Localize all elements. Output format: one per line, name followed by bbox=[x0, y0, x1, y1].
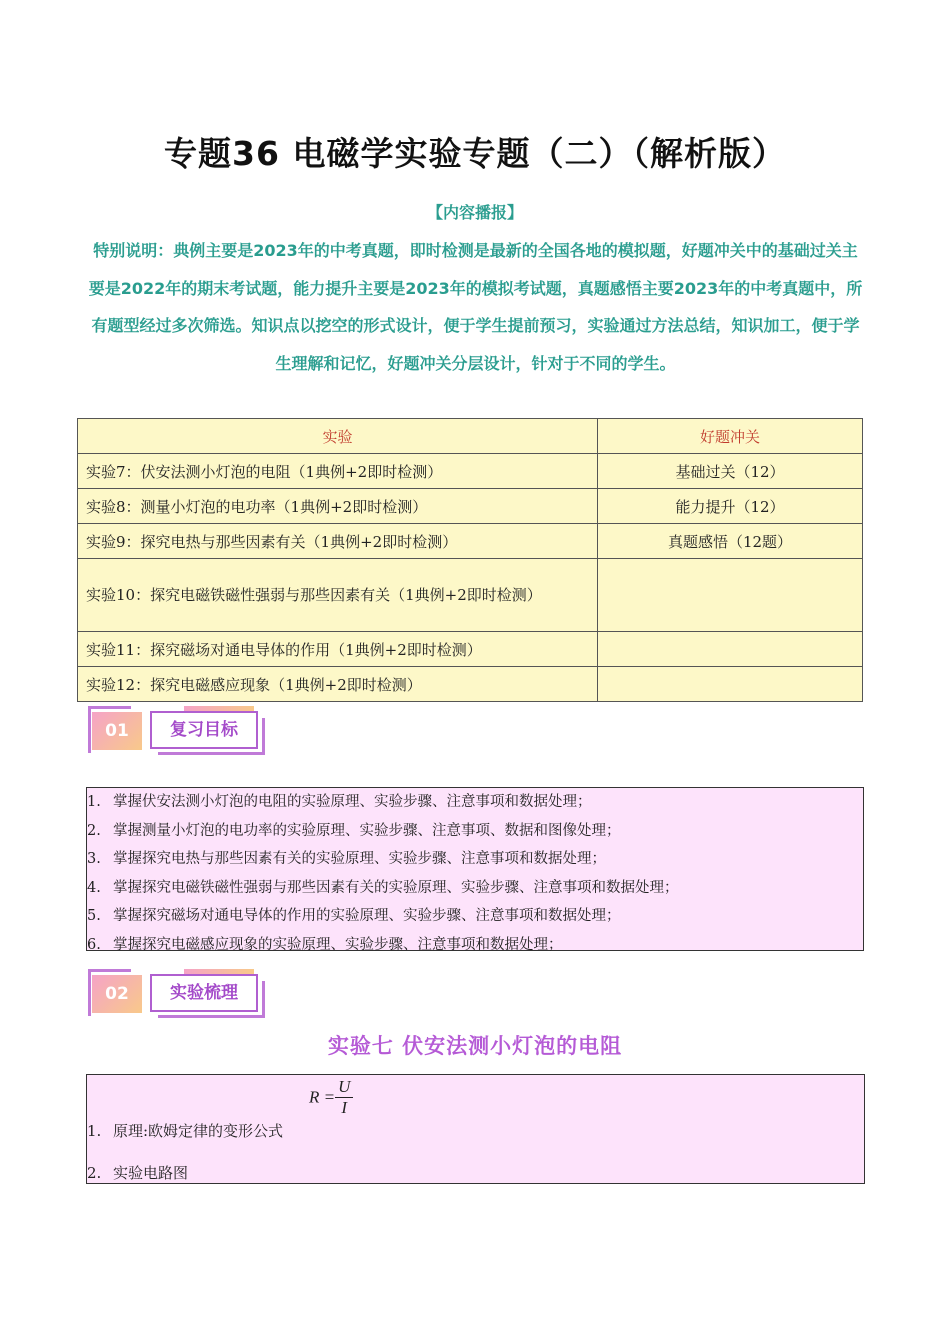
formula-lhs: R = bbox=[309, 1087, 336, 1107]
experiment-cell: 实验11：探究磁场对通电导体的作用（1典例+2即时检测） bbox=[78, 632, 598, 667]
section-badge-review-goals bbox=[88, 706, 266, 754]
list-item: 2. 掌握测量小灯泡的电功率的实验原理、实验步骤、注意事项、数据和图像处理； bbox=[87, 822, 621, 839]
table-row bbox=[78, 454, 863, 489]
table-row bbox=[78, 489, 863, 524]
content-broadcast-heading: 【内容播报】 bbox=[426, 203, 523, 222]
list-item: 4. 掌握探究电磁铁磁性强弱与那些因素有关的实验原理、实验步骤、注意事项和数据处理； bbox=[87, 879, 679, 896]
list-item: 1. 原理:欧姆定律的变形公式 bbox=[87, 1122, 284, 1140]
table-row bbox=[78, 524, 863, 559]
practice-cell: 真题感悟（12题） bbox=[598, 524, 863, 559]
practice-cell bbox=[598, 667, 863, 702]
table-row bbox=[78, 632, 863, 667]
practice-cell bbox=[598, 559, 863, 632]
list-item: 1. 掌握伏安法测小灯泡的电阻的实验原理、实验步骤、注意事项和数据处理； bbox=[87, 794, 592, 810]
experiment-seven-box bbox=[86, 1074, 865, 1184]
list-item: 2. 实验电路图 bbox=[87, 1164, 189, 1182]
practice-cell: 基础过关（12） bbox=[598, 454, 863, 489]
overview-table bbox=[77, 418, 863, 702]
list-item: 3. 掌握探究电热与那些因素有关的实验原理、实验步骤、注意事项和数据处理； bbox=[87, 851, 606, 868]
list-item: 6. 掌握探究电磁感应现象的实验原理、实验步骤、注意事项和数据处理； bbox=[87, 936, 563, 953]
badge-label: 实验梳理 bbox=[150, 974, 258, 1012]
review-goals-box bbox=[86, 787, 864, 951]
overview-header-row bbox=[78, 419, 863, 454]
experiment-cell: 实验12：探究电磁感应现象（1典例+2即时检测） bbox=[78, 667, 598, 702]
practice-cell: 能力提升（12） bbox=[598, 489, 863, 524]
practice-cell bbox=[598, 632, 863, 667]
badge-number: 02 bbox=[92, 975, 142, 1013]
badge-label: 复习目标 bbox=[150, 711, 258, 749]
experiment-cell: 实验8：测量小灯泡的电功率（1典例+2即时检测） bbox=[78, 489, 598, 524]
table-row bbox=[78, 559, 863, 632]
formula-numerator: U bbox=[335, 1077, 353, 1098]
experiment-cell: 实验9：探究电热与那些因素有关（1典例+2即时检测） bbox=[78, 524, 598, 559]
page-title: 专题36 电磁学实验专题（二）（解析版） bbox=[164, 134, 786, 173]
header-practice: 好题冲关 bbox=[598, 419, 863, 454]
experiment-seven-heading: 实验七 伏安法测小灯泡的电阻 bbox=[327, 1034, 623, 1058]
intro-paragraph: 特别说明：典例主要是2023年的中考真题，即时检测是最新的全国各地的模拟题，好题冲关中的基础过关主要是2022年的期末考试题，能力提升主要是2023年的模拟考试题，真题感悟主要2023年的中考真题中，所有题型经过多次筛选。知识点以挖空的形式设计，便于学生提前预习，实验通过方法总结，知识加工，便于学生理解和记忆，好题冲关分层设计，针对于不同的学生。 bbox=[88, 241, 863, 373]
list-item: 5. 掌握探究磁场对通电导体的作用的实验原理、实验步骤、注意事项和数据处理； bbox=[87, 908, 621, 925]
ohm-formula bbox=[309, 1077, 353, 1118]
header-experiment: 实验 bbox=[78, 419, 598, 454]
badge-number: 01 bbox=[92, 712, 142, 750]
formula-denominator: I bbox=[341, 1098, 348, 1117]
experiment-cell: 实验7：伏安法测小灯泡的电阻（1典例+2即时检测） bbox=[78, 454, 598, 489]
experiment-cell: 实验10：探究电磁铁磁性强弱与那些因素有关（1典例+2即时检测） bbox=[78, 559, 598, 632]
section-badge-experiment-review bbox=[88, 969, 266, 1017]
table-row bbox=[78, 667, 863, 702]
